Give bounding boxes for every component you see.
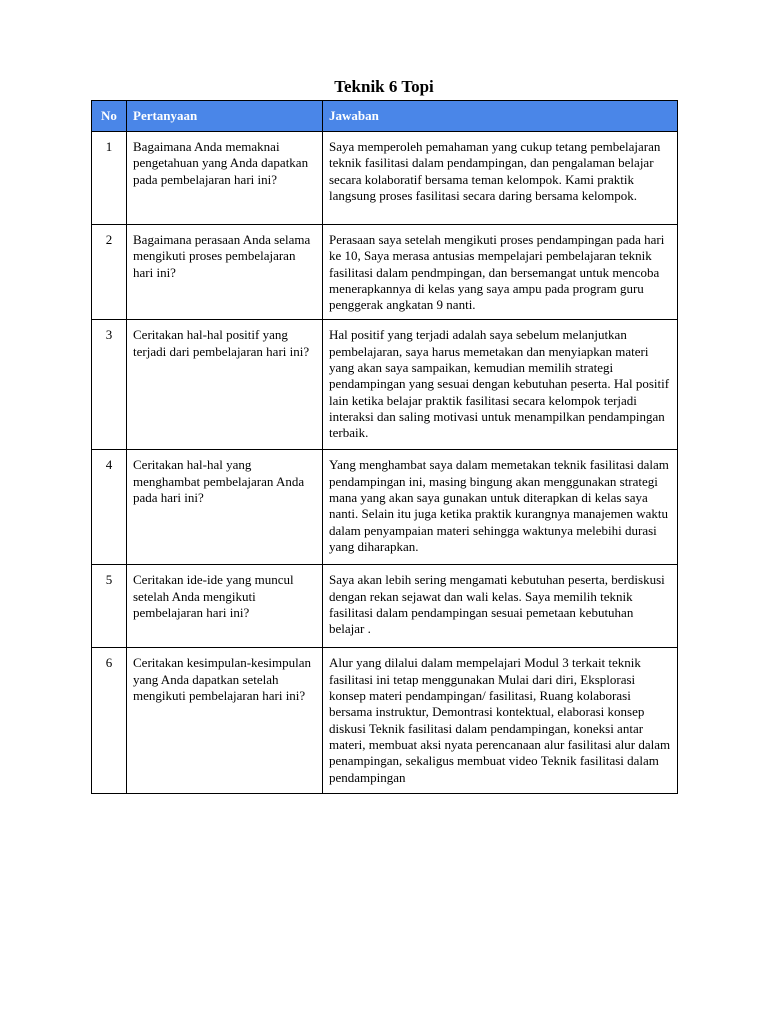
header-answer: Jawaban xyxy=(323,101,678,132)
table-row xyxy=(92,565,678,648)
row-number: 2 xyxy=(92,225,127,320)
question-cell: Ceritakan ide-ide yang muncul setelah Anda mengikuti pembelajaran hari ini? xyxy=(127,565,323,648)
answer-cell: Perasaan saya setelah mengikuti proses pendampingan pada hari ke 10, Saya merasa antusias mempelajari pembelajaran teknik fasilitasi dalam pendmpingan, dan bersemangat untuk mencoba menerapkannya di kelas yang saya ampu pada program guru penggerak angkatan 9 nanti. xyxy=(323,225,678,320)
question-cell: Ceritakan kesimpulan-kesimpulan yang Anda dapatkan setelah mengikuti pembelajaran hari ini? xyxy=(127,648,323,794)
table-row xyxy=(92,132,678,225)
document-title: Teknik 6 Topi xyxy=(334,77,434,96)
answer-cell: Hal positif yang terjadi adalah saya sebelum melanjutkan pembelajaran, saya harus memetakan dan menyiapkan materi yang akan saya sampaikan, kemudian memilih strategi pendampingan yang sesuai dengan kebutuhan peserta. Hal positif lain ketika belajar praktik fasilitasi secara kelompok terjadi interaksi dan saling motivasi untuk menampilkan pendampingan terbaik. xyxy=(323,320,678,450)
reflection-table xyxy=(91,100,678,794)
row-number: 3 xyxy=(92,320,127,450)
row-number: 6 xyxy=(92,648,127,794)
question-cell: Bagaimana perasaan Anda selama mengikuti proses pembelajaran hari ini? xyxy=(127,225,323,320)
table-header-row xyxy=(92,101,678,132)
header-no: No xyxy=(92,101,127,132)
table-row xyxy=(92,648,678,794)
row-number: 1 xyxy=(92,132,127,225)
table-row xyxy=(92,450,678,565)
header-question: Pertanyaan xyxy=(127,101,323,132)
answer-cell: Saya akan lebih sering mengamati kebutuhan peserta, berdiskusi dengan rekan sejawat dan wali kelas. Saya memilih teknik fasilitasi dalam pendampingan sesuai pemetaan kebutuhan belajar . xyxy=(323,565,678,648)
row-number: 4 xyxy=(92,450,127,565)
answer-cell: Saya memperoleh pemahaman yang cukup tetang pembelajaran teknik fasilitasi dalam pendampingan, dan pengalaman belajar secara kolaboratif bersama teman kelompok. Kami praktik langsung proses fasilitasi secara daring bersama kelompok. xyxy=(323,132,678,225)
table-row xyxy=(92,320,678,450)
question-cell: Ceritakan hal-hal yang menghambat pembelajaran Anda pada hari ini? xyxy=(127,450,323,565)
question-cell: Bagaimana Anda memaknai pengetahuan yang Anda dapatkan pada pembelajaran hari ini? xyxy=(127,132,323,225)
answer-cell: Yang menghambat saya dalam memetakan teknik fasilitasi dalam pendampingan ini, masing bingung akan menggunakan strategi mana yang akan saya gunakan untuk diterapkan di kelas saya nanti. Selain itu juga ketika praktik kurangnya manajemen waktu dalam penyampaian materi sehingga waktunya melebihi durasi yang diharapkan. xyxy=(323,450,678,565)
answer-cell: Alur yang dilalui dalam mempelajari Modul 3 terkait teknik fasilitasi ini tetap menggunakan Mulai dari diri, Eksplorasi konsep materi pendampingan/ fasilitasi, Ruang kolaborasi bersama instruktur, Demontrasi kontektual, elaborasi konsep diskusi Teknik fasilitasi dalam pendampingan, koneksi antar materi, membuat aksi nyata perencanaan alur fasilitasi alur dalam penampingan, sekaligus membuat video Teknik fasilitasi dalam pendampingan xyxy=(323,648,678,794)
question-cell: Ceritakan hal-hal positif yang terjadi dari pembelajaran hari ini? xyxy=(127,320,323,450)
row-number: 5 xyxy=(92,565,127,648)
table-row xyxy=(92,225,678,320)
